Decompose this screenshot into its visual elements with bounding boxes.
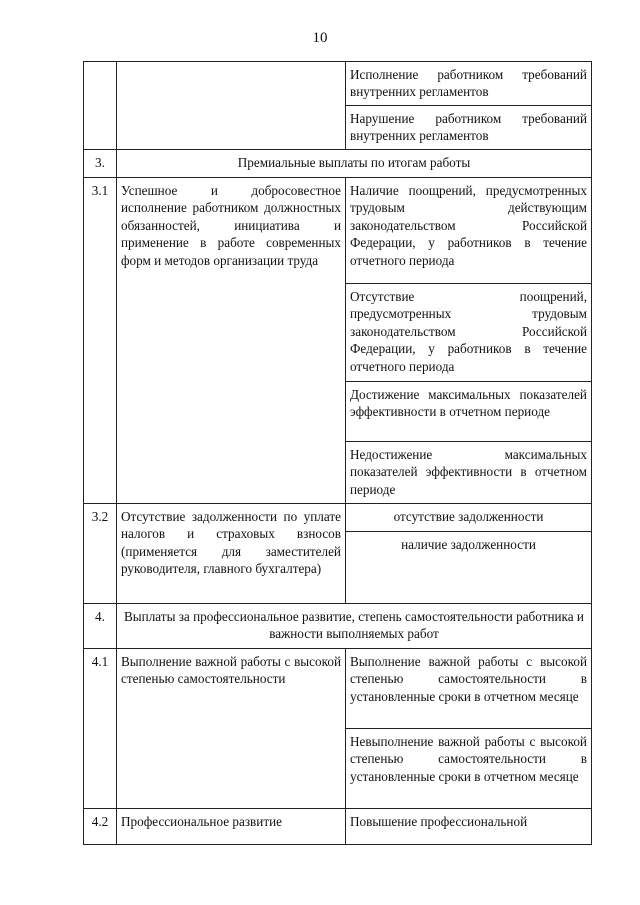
criterion-cell: Невыполнение важной работы с высокой степенью самостоятельности в установленные сроки в отчетном месяце xyxy=(346,729,592,809)
indicator-cell: Профессиональное развитие xyxy=(117,809,346,845)
indicator-cell: Отсутствие задолженности по уплате налогов и страховых взносов (применяется для заместителей руководителя, главного бухгалтера) xyxy=(117,504,346,604)
indicator-cell xyxy=(117,62,346,150)
row-number-cell: 3.2 xyxy=(84,504,117,604)
indicator-cell: Выполнение важной работы с высокой степенью самостоятельности xyxy=(117,649,346,809)
table-row xyxy=(84,62,592,106)
row-number-cell: 4.2 xyxy=(84,809,117,845)
section-row xyxy=(84,604,592,649)
page-number: 10 xyxy=(312,30,328,46)
row-number-cell: 3.1 xyxy=(84,178,117,504)
section-number: 4. xyxy=(84,604,117,649)
criterion-cell: Нарушение работником требований внутренних регламентов xyxy=(346,106,592,150)
table-row xyxy=(84,649,592,729)
criterion-cell: Отсутствие поощрений, предусмотренных трудовым законодательством Российской Федерации, у работников в течение отчетного периода xyxy=(346,284,592,382)
criterion-cell: Повышение профессиональной xyxy=(346,809,592,845)
criterion-cell: отсутствие задолженности xyxy=(346,504,592,532)
table-row xyxy=(84,178,592,284)
section-row xyxy=(84,150,592,178)
row-number-cell: 4.1 xyxy=(84,649,117,809)
table-row xyxy=(84,504,592,532)
section-title: Выплаты за профессиональное развитие, степень самостоятельности работника и важности выполняемых работ xyxy=(117,604,592,649)
section-title: Премиальные выплаты по итогам работы xyxy=(117,150,592,178)
section-number: 3. xyxy=(84,150,117,178)
indicator-cell: Успешное и добросовестное исполнение работником должностных обязанностей, инициатива и применение в работе современных форм и методов организации труда xyxy=(117,178,346,504)
criterion-cell: Исполнение работником требований внутренних регламентов xyxy=(346,62,592,106)
table-row xyxy=(84,809,592,845)
criterion-cell: наличие задолженности xyxy=(346,532,592,604)
criteria-table xyxy=(83,61,592,845)
criterion-cell: Недостижение максимальных показателей эффективности в отчетном периоде xyxy=(346,442,592,504)
criterion-cell: Наличие поощрений, предусмотренных трудовым действующим законодательством Российской Федерации, у работников в течение отчетного периода xyxy=(346,178,592,284)
row-number-cell xyxy=(84,62,117,150)
criterion-cell: Выполнение важной работы с высокой степенью самостоятельности в установленные сроки в отчетном месяце xyxy=(346,649,592,729)
criterion-cell: Достижение максимальных показателей эффективности в отчетном периоде xyxy=(346,382,592,442)
